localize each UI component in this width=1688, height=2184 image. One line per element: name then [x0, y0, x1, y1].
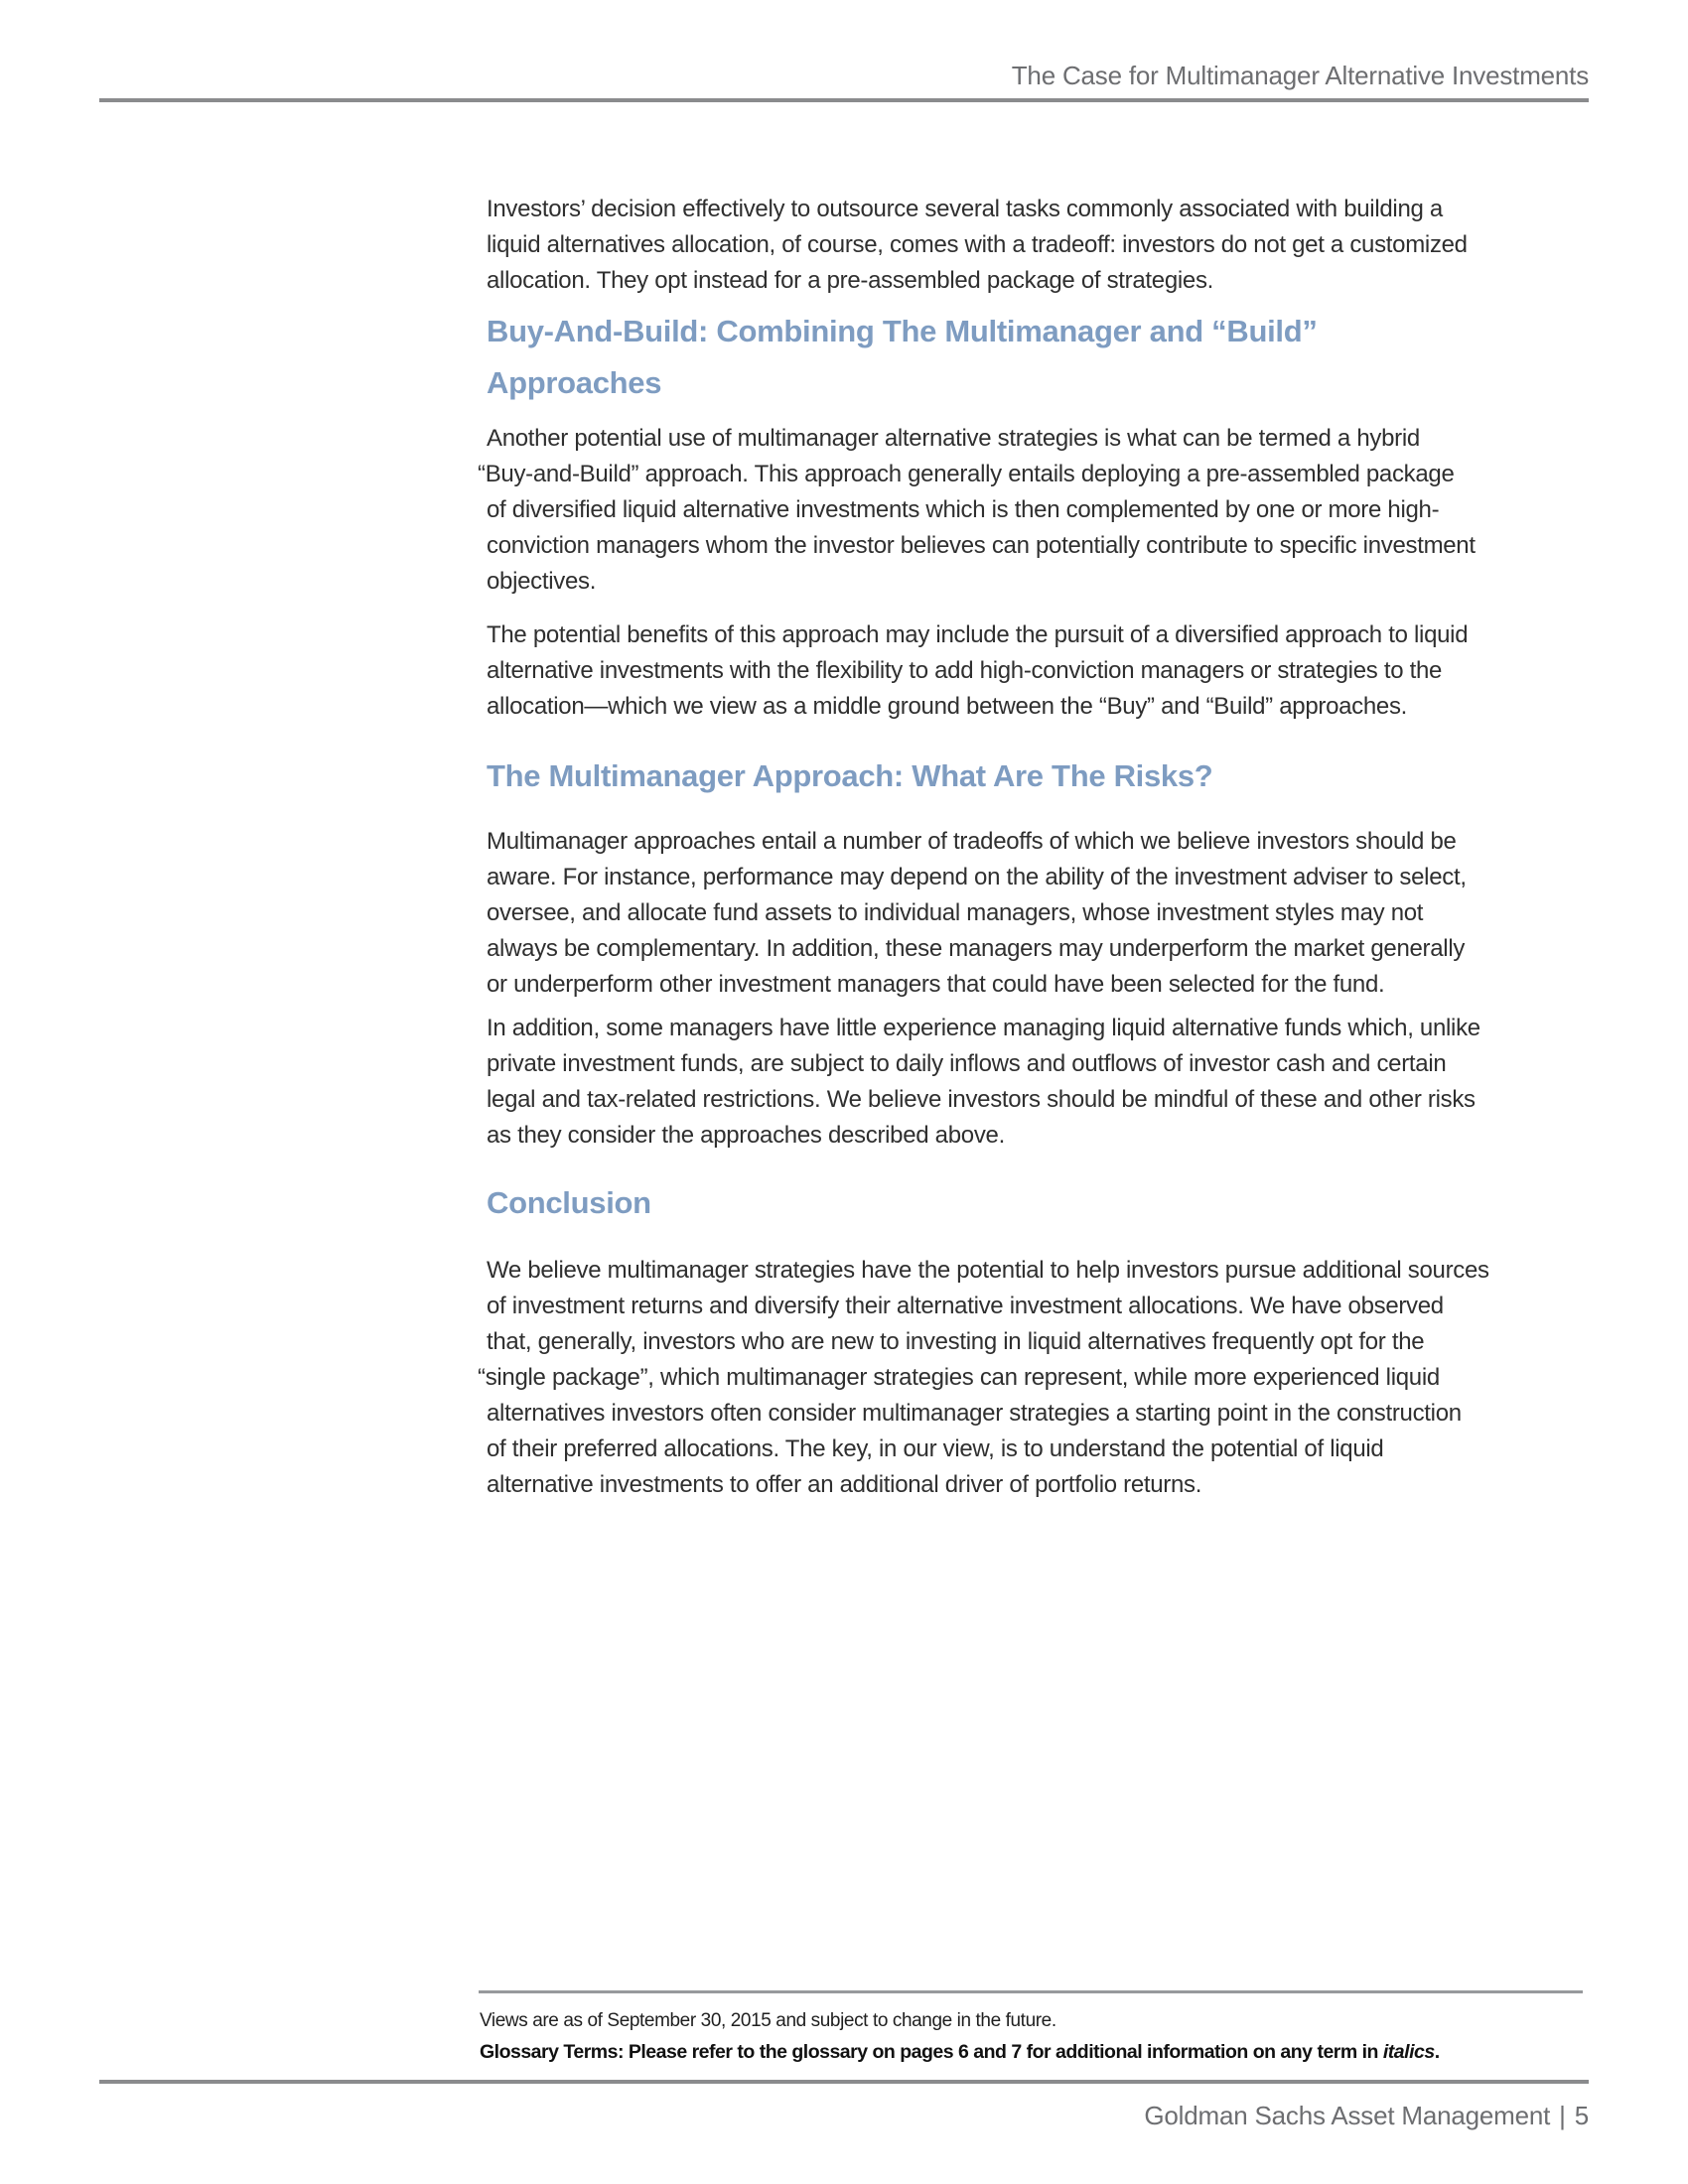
- footer-separator: |: [1559, 2101, 1566, 2130]
- text-line: The Multimanager Approach: What Are The Risks?: [487, 758, 1213, 793]
- text-line: as they consider the approaches described above.: [487, 1122, 1005, 1149]
- header-rule: [99, 98, 1589, 102]
- footer-brand: Goldman Sachs Asset Management: [1144, 2101, 1551, 2130]
- text-line: objectives.: [487, 568, 597, 595]
- text-line: alternatives investors often consider multimanager strategies a starting point in the construction: [487, 1400, 1462, 1427]
- text-line: “single package”, which multimanager strategies can represent, while more experienced liquid: [478, 1364, 1440, 1391]
- text-line: or underperform other investment managers that could have been selected for the fund.: [487, 971, 1385, 998]
- buy-and-build-paragraph-2: [487, 617, 1609, 725]
- footnote-rule: [479, 1990, 1583, 1993]
- glossary-italic-term: italics: [1382, 2041, 1435, 2063]
- views-footnote: Views are as of September 30, 2015 and subject to change in the future.: [480, 2010, 1056, 2031]
- text-line: that, generally, investors who are new to investing in liquid alternatives frequently opt for the: [487, 1328, 1425, 1355]
- glossary-footnote-period: .: [1434, 2041, 1440, 2063]
- text-line: allocation. They opt instead for a pre-assembled package of strategies.: [487, 267, 1214, 294]
- intro-paragraph: [487, 192, 1609, 299]
- text-line: of their preferred allocations. The key, in our view, is to understand the potential of liquid: [487, 1435, 1384, 1462]
- risks-paragraph-2: [487, 1011, 1609, 1154]
- running-header: The Case for Multimanager Alternative Investments: [1011, 61, 1589, 90]
- text-line: In addition, some managers have little experience managing liquid alternative funds which, unlike: [487, 1015, 1480, 1041]
- text-line: Another potential use of multimanager alternative strategies is what can be termed a hybrid: [487, 425, 1420, 452]
- text-line: Conclusion: [487, 1185, 651, 1220]
- buy-and-build-paragraph-1: [478, 421, 1609, 600]
- text-line: liquid alternatives allocation, of course, comes with a tradeoff: investors do not get a customized: [487, 231, 1468, 258]
- text-line: Approaches: [487, 365, 662, 400]
- glossary-footnote: [480, 2040, 1440, 2064]
- footer-rule: [99, 2080, 1589, 2084]
- conclusion-paragraph: [478, 1253, 1609, 1503]
- text-line: private investment funds, are subject to daily inflows and outflows of investor cash and certain: [487, 1050, 1447, 1077]
- text-line: alternative investments to offer an additional driver of portfolio returns.: [487, 1471, 1202, 1498]
- text-line: of diversified liquid alternative investments which is then complemented by one or more high-: [487, 496, 1440, 523]
- text-line: oversee, and allocate fund assets to individual managers, whose investment styles may not: [487, 899, 1424, 926]
- text-line: Buy-And-Build: Combining The Multimanager and “Build”: [487, 314, 1318, 348]
- text-line: aware. For instance, performance may depend on the ability of the investment adviser to select,: [487, 864, 1467, 890]
- text-line: always be complementary. In addition, these managers may underperform the market generally: [487, 935, 1466, 962]
- text-line: conviction managers whom the investor believes can potentially contribute to specific investment: [487, 532, 1476, 559]
- text-line: “Buy-and-Build” approach. This approach generally entails deploying a pre-assembled package: [478, 461, 1455, 487]
- text-line: allocation—which we view as a middle ground between the “Buy” and “Build” approaches.: [487, 693, 1408, 720]
- text-line: We believe multimanager strategies have the potential to help investors pursue additional sources: [487, 1257, 1489, 1284]
- page-footer: [1144, 2099, 1589, 2132]
- section-heading-risks: [487, 751, 1609, 802]
- text-line: legal and tax-related restrictions. We believe investors should be mindful of these and other risks: [487, 1086, 1476, 1113]
- text-line: alternative investments with the flexibility to add high-conviction managers or strategies to the: [487, 657, 1443, 684]
- text-line: Investors’ decision effectively to outsource several tasks commonly associated with building a: [487, 196, 1443, 222]
- text-line: Multimanager approaches entail a number of tradeoffs of which we believe investors should be: [487, 828, 1457, 855]
- section-heading-buy-and-build: [487, 306, 1609, 409]
- risks-paragraph-1: [487, 824, 1609, 1003]
- glossary-footnote-text: Glossary Terms: Please refer to the glossary on pages 6 and 7 for additional information on any term in: [480, 2041, 1383, 2063]
- section-heading-conclusion: [487, 1177, 1609, 1229]
- footer-page-number: 5: [1574, 2101, 1589, 2130]
- text-line: of investment returns and diversify their alternative investment allocations. We have observed: [487, 1293, 1444, 1319]
- text-line: The potential benefits of this approach may include the pursuit of a diversified approach to liquid: [487, 621, 1469, 648]
